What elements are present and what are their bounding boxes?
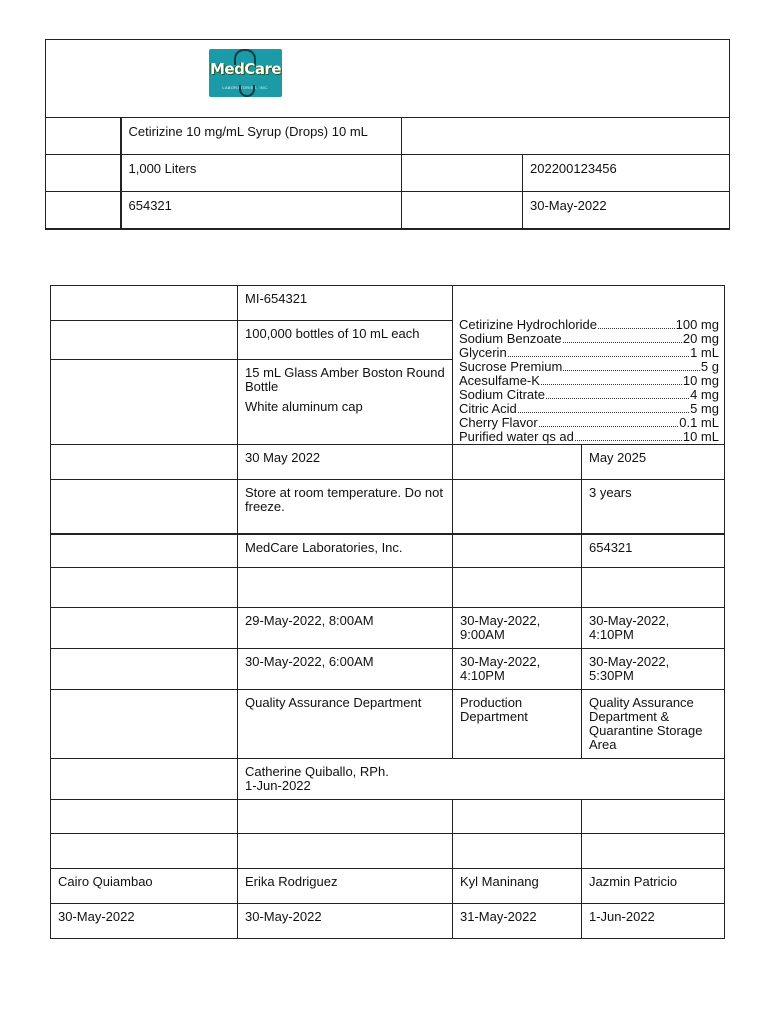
formulation-item xyxy=(459,430,719,444)
empty-cell xyxy=(51,834,238,869)
manufacturing-date: 30 May 2022 xyxy=(238,445,453,480)
department: Quality Assurance Department & Quarantine Storage Area xyxy=(582,690,725,759)
empty-cell xyxy=(51,690,238,759)
header-table xyxy=(45,39,730,230)
ingredient-name: Sucrose Premium xyxy=(459,359,563,374)
department: Quality Assurance Department xyxy=(238,690,453,759)
logo-subtitle: LABORATORIES, INC. xyxy=(222,85,269,90)
signatory-name: Cairo Quiambao xyxy=(51,869,238,904)
product-name: Cetirizine 10 mg/mL Syrup (Drops) 10 mL xyxy=(121,118,402,155)
empty-cell xyxy=(453,534,582,568)
ingredient-amount: 4 mg xyxy=(690,387,719,402)
empty-cell xyxy=(51,800,238,834)
empty-cell xyxy=(46,192,121,229)
reference-number: 202200123456 xyxy=(523,155,730,192)
ingredient-amount: 5 mg xyxy=(690,401,719,416)
details-table xyxy=(50,285,725,939)
ingredient-name: Sodium Citrate xyxy=(459,387,545,402)
formulation-item xyxy=(459,332,719,346)
storage-condition: Store at room temperature. Do not freeze. xyxy=(238,480,453,534)
empty-cell xyxy=(51,568,238,608)
empty-cell xyxy=(453,800,582,834)
signature-date: 30-May-2022 xyxy=(51,904,238,939)
approval-cell xyxy=(238,759,725,800)
ingredient-amount: 5 g xyxy=(700,359,719,374)
logo-cell xyxy=(46,40,730,118)
batch-size: 1,000 Liters xyxy=(121,155,402,192)
signatory-name: Erika Rodriguez xyxy=(238,869,453,904)
empty-cell xyxy=(51,608,238,649)
ingredient-name: Cherry Flavor xyxy=(459,415,538,430)
quantity: 100,000 bottles of 10 mL each xyxy=(238,321,453,360)
leader-dots xyxy=(563,360,700,371)
empty-cell xyxy=(453,568,582,608)
logo-brand: MedCare xyxy=(209,60,282,78)
empty-cell xyxy=(51,480,238,534)
leader-dots xyxy=(508,346,689,357)
ingredient-amount: 0.1 mL xyxy=(679,415,719,430)
ingredient-amount: 10 mL xyxy=(682,429,719,444)
empty-cell xyxy=(453,445,582,480)
header-date: 30-May-2022 xyxy=(523,192,730,229)
expiry-date: May 2025 xyxy=(582,445,725,480)
formulation-item xyxy=(459,416,719,430)
empty-cell xyxy=(51,649,238,690)
empty-cell xyxy=(453,834,582,869)
container-type: 15 mL Glass Amber Boston Round Bottle xyxy=(245,365,445,394)
leader-dots xyxy=(541,374,682,385)
signatory-name: Kyl Maninang xyxy=(453,869,582,904)
ingredient-amount: 10 mg xyxy=(682,373,719,388)
empty-cell xyxy=(238,834,453,869)
empty-cell xyxy=(582,800,725,834)
schedule-mid: 30-May-2022, 9:00AM xyxy=(453,608,582,649)
empty-cell xyxy=(51,534,238,568)
leader-dots xyxy=(563,332,682,343)
ingredient-name: Acesulfame-K xyxy=(459,373,540,388)
closure-type: White aluminum cap xyxy=(245,399,363,414)
schedule-end: 30-May-2022, 4:10PM xyxy=(582,608,725,649)
leader-dots xyxy=(546,388,689,399)
schedule-start: 29-May-2022, 8:00AM xyxy=(238,608,453,649)
empty-cell xyxy=(51,286,238,321)
signature-date: 31-May-2022 xyxy=(453,904,582,939)
empty-cell xyxy=(402,155,523,192)
empty-cell xyxy=(51,360,238,445)
approved-by: Catherine Quiballo, RPh. xyxy=(245,764,389,779)
empty-cell xyxy=(51,321,238,360)
leader-dots xyxy=(518,402,689,413)
empty-cell xyxy=(46,155,121,192)
schedule-start: 30-May-2022, 6:00AM xyxy=(238,649,453,690)
logo-swirl-icon xyxy=(239,85,255,97)
leader-dots xyxy=(575,430,682,441)
manufacturer-lot: 654321 xyxy=(582,534,725,568)
ingredient-amount: 100 mg xyxy=(675,317,719,332)
ingredient-amount: 1 mL xyxy=(690,345,719,360)
empty-cell xyxy=(453,480,582,534)
packaging-cell xyxy=(238,360,453,445)
empty-cell xyxy=(238,568,453,608)
ingredient-name: Purified water qs ad xyxy=(459,429,574,444)
ingredient-name: Cetirizine Hydrochloride xyxy=(459,317,597,332)
empty-cell xyxy=(582,834,725,869)
empty-cell xyxy=(46,118,121,155)
formulation-item xyxy=(459,360,719,374)
empty-cell xyxy=(51,445,238,480)
ingredient-name: Citric Acid xyxy=(459,401,517,416)
ingredient-amount: 20 mg xyxy=(682,331,719,346)
empty-cell xyxy=(402,118,730,155)
mi-number: MI-654321 xyxy=(238,286,453,321)
leader-dots xyxy=(539,416,679,427)
lot-number: 654321 xyxy=(121,192,402,229)
department: Production Department xyxy=(453,690,582,759)
medcare-logo xyxy=(209,49,282,97)
shelf-life: 3 years xyxy=(582,480,725,534)
manufacturer: MedCare Laboratories, Inc. xyxy=(238,534,453,568)
formulation-item xyxy=(459,388,719,402)
formulation-item xyxy=(459,402,719,416)
formulation-item xyxy=(459,318,719,332)
signature-date: 1-Jun-2022 xyxy=(582,904,725,939)
empty-cell xyxy=(402,192,523,229)
formulation-item xyxy=(459,346,719,360)
signature-date: 30-May-2022 xyxy=(238,904,453,939)
schedule-mid: 30-May-2022, 4:10PM xyxy=(453,649,582,690)
empty-cell xyxy=(582,568,725,608)
formulation-list xyxy=(453,286,725,445)
approved-date: 1-Jun-2022 xyxy=(245,778,311,793)
ingredient-name: Glycerin xyxy=(459,345,507,360)
ingredient-name: Sodium Benzoate xyxy=(459,331,562,346)
signatory-name: Jazmin Patricio xyxy=(582,869,725,904)
empty-cell xyxy=(238,800,453,834)
empty-cell xyxy=(51,759,238,800)
schedule-end: 30-May-2022, 5:30PM xyxy=(582,649,725,690)
leader-dots xyxy=(598,318,675,329)
formulation-item xyxy=(459,374,719,388)
